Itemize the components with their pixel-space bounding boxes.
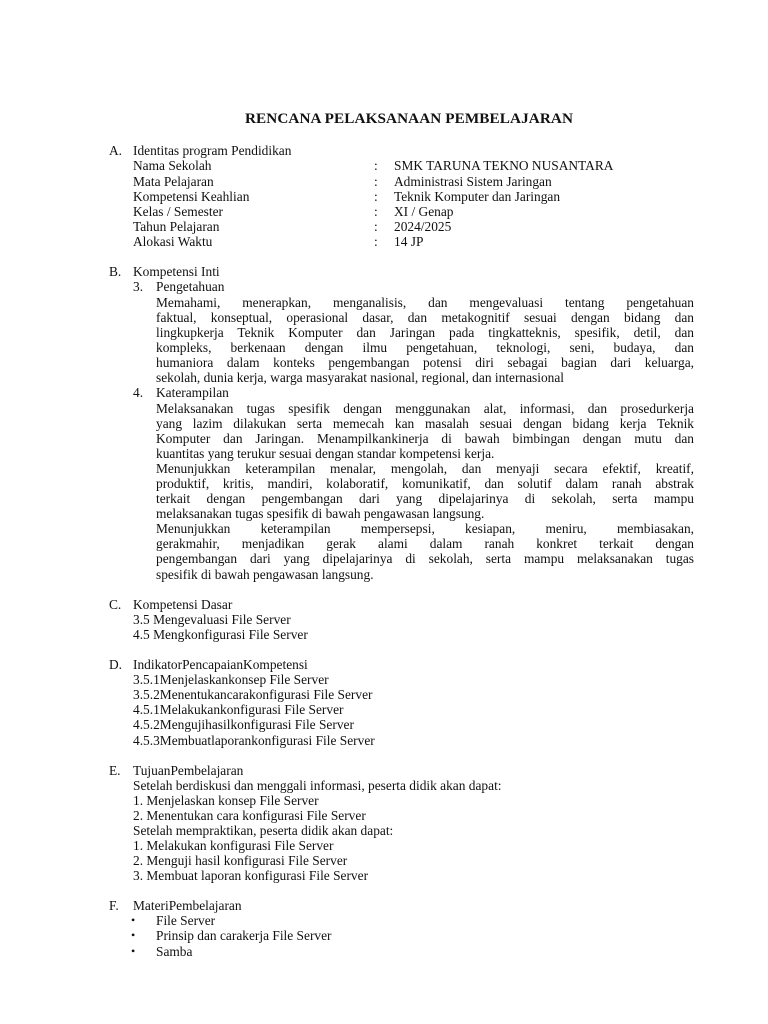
identity-label: Kompetensi Keahlian xyxy=(133,189,250,204)
section-e-letter: E. xyxy=(109,763,121,778)
section-b-heading: Kompetensi Inti xyxy=(133,264,220,279)
paragraph-line: kuantitas yang terukur sesuai dengan standar kompetensi kerja. xyxy=(156,446,495,461)
section-c-heading: Kompetensi Dasar xyxy=(133,597,233,612)
paragraph-line: lingkupkerja Teknik Komputer dan Jaringan pada tingkatteknis, spesifik, detil, dan xyxy=(156,325,694,340)
indicator-item: 4.5.3Membuatlaporankonfigurasi File Server xyxy=(133,733,375,748)
objective-line: 2. Menentukan cara konfigurasi File Server xyxy=(133,808,366,823)
basic-competency-item: 4.5 Mengkonfigurasi File Server xyxy=(133,627,308,642)
identity-colon: : xyxy=(374,234,378,249)
identity-colon: : xyxy=(374,174,378,189)
objective-line: Setelah mempraktikan, peserta didik akan dapat: xyxy=(133,823,394,838)
material-item: Samba xyxy=(156,944,193,959)
identity-value: Administrasi Sistem Jaringan xyxy=(394,174,552,189)
paragraph-line: yang lazim dilakukan serta memecah kan masalah sesuai dengan bidang kerja Teknik xyxy=(156,416,694,431)
identity-label: Kelas / Semester xyxy=(133,204,223,219)
material-item: Prinsip dan carakerja File Server xyxy=(156,928,332,943)
identity-value: 14 JP xyxy=(394,234,424,249)
section-c-letter: C. xyxy=(109,597,122,612)
paragraph-line: terkait dengan pengembangan dari yang dipelajarinya di sekolah, serta mampu xyxy=(156,491,694,506)
objective-line: 2. Menguji hasil konfigurasi File Server xyxy=(133,853,348,868)
identity-value: Teknik Komputer dan Jaringan xyxy=(394,189,561,204)
competency-number: 3. xyxy=(133,279,144,294)
section-a-heading: Identitas program Pendidikan xyxy=(133,143,292,158)
paragraph-line: Menunjukkan keterampilan mempersepsi, kesiapan, meniru, membiasakan, xyxy=(156,521,694,536)
bullet-dot-icon: • xyxy=(131,913,136,927)
paragraph-line: sekolah, dunia kerja, warga masyarakat nasional, regional, dan internasional xyxy=(156,370,565,385)
bullet-dot-icon: • xyxy=(131,944,136,958)
paragraph-line: Komputer dan Jaringan. Menampilkankinerja di bawah bimbingan dengan mutu dan xyxy=(156,431,694,446)
section-d-heading: IndikatorPencapaianKompetensi xyxy=(133,657,308,672)
identity-value: SMK TARUNA TEKNO NUSANTARA xyxy=(394,158,614,173)
indicator-item: 3.5.1Menjelaskankonsep File Server xyxy=(133,672,329,687)
objective-line: 3. Membuat laporan konfigurasi File Server xyxy=(133,868,369,883)
indicator-item: 4.5.2Mengujihasilkonfigurasi File Server xyxy=(133,717,354,732)
basic-competency-item: 3.5 Mengevaluasi File Server xyxy=(133,612,291,627)
identity-value: XI / Genap xyxy=(394,204,454,219)
indicator-item: 3.5.2Menentukancarakonfigurasi File Server xyxy=(133,687,373,702)
competency-subheading: Katerampilan xyxy=(156,385,229,400)
identity-label: Nama Sekolah xyxy=(133,158,212,173)
section-b-letter: B. xyxy=(109,264,122,279)
identity-colon: : xyxy=(374,158,378,173)
paragraph-line: gerakmahir, menjadikan gerak alami dalam ranah konkret terkait dengan xyxy=(156,536,694,551)
section-e-heading: TujuanPembelajaran xyxy=(133,763,244,778)
material-item: File Server xyxy=(156,913,216,928)
document-title: RENCANA PELAKSANAAN PEMBELAJARAN xyxy=(244,110,574,127)
section-a-letter: A. xyxy=(109,143,123,158)
identity-value: 2024/2025 xyxy=(394,219,452,234)
competency-number: 4. xyxy=(133,385,144,400)
objective-line: 1. Menjelaskan konsep File Server xyxy=(133,793,319,808)
paragraph-line: humaniora dalam konteks pengembangan potensi diri sebagai bagian dari keluarga, xyxy=(156,355,694,370)
section-f-letter: F. xyxy=(109,898,119,913)
identity-label: Mata Pelajaran xyxy=(133,174,214,189)
bullet-dot-icon: • xyxy=(131,928,136,942)
section-f-heading: MateriPembelajaran xyxy=(133,898,242,913)
identity-colon: : xyxy=(374,219,378,234)
competency-subheading: Pengetahuan xyxy=(156,279,225,294)
paragraph-line: faktual, konseptual, operasional dasar, dan metakognitif sesuai dengan bidang dan xyxy=(156,310,694,325)
paragraph-line: pengembangan dari yang dipelajarinya di sekolah, serta mampu melaksanakan tugas xyxy=(156,551,694,566)
paragraph-line: Memahami, menerapkan, menganalisis, dan mengevaluasi tentang pengetahuan xyxy=(156,295,694,310)
paragraph-line: Melaksanakan tugas spesifik dengan menggunakan alat, informasi, dan prosedurkerja xyxy=(156,401,694,416)
indicator-item: 4.5.1Melakukankonfigurasi File Server xyxy=(133,702,344,717)
section-d-letter: D. xyxy=(109,657,123,672)
identity-colon: : xyxy=(374,204,378,219)
paragraph-line: produktif, kritis, mandiri, kolaboratif, komunikatif, dan solutif dalam ranah abstrak xyxy=(156,476,694,491)
objective-line: 1. Melakukan konfigurasi File Server xyxy=(133,838,334,853)
paragraph-line: Menunjukkan keterampilan menalar, mengolah, dan menyaji secara efektif, kreatif, xyxy=(156,461,694,476)
identity-colon: : xyxy=(374,189,378,204)
identity-label: Tahun Pelajaran xyxy=(133,219,220,234)
objective-line: Setelah berdiskusi dan menggali informasi, peserta didik akan dapat: xyxy=(133,778,502,793)
paragraph-line: melaksanakan tugas spesifik di bawah pengawasan langsung. xyxy=(156,506,485,521)
identity-label: Alokasi Waktu xyxy=(133,234,213,249)
paragraph-line: spesifik di bawah pengawasan langsung. xyxy=(156,567,374,582)
paragraph-line: kompleks, berkenaan dengan ilmu pengetahuan, teknologi, seni, budaya, dan xyxy=(156,340,694,355)
